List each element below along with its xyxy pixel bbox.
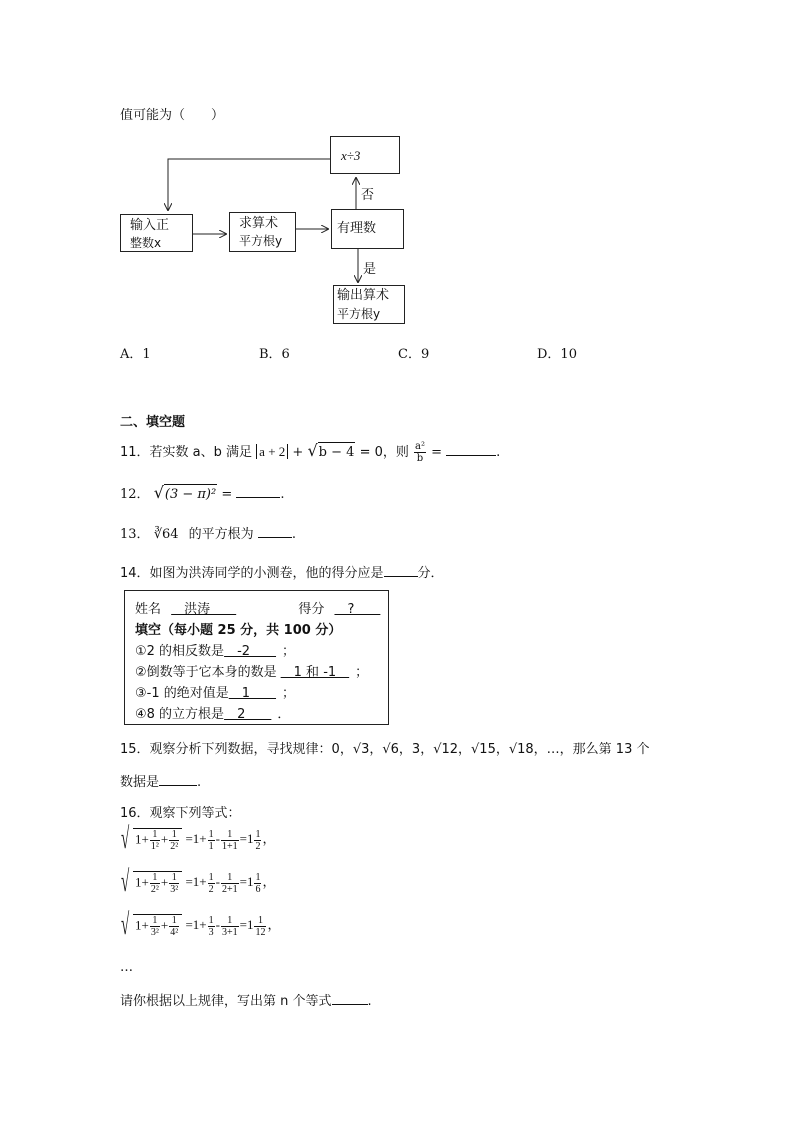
score-label: 得分 [298,602,325,617]
item3-text: ③-1 的绝对值是 [135,686,229,701]
q14-answer-blank[interactable] [384,564,418,577]
option-b: B．6 [259,347,290,362]
item4-answer: 2 [224,707,272,722]
q13-prefix: 13． [120,527,150,542]
q11-prefix: 11．若实数 a、b 满足 [120,445,253,460]
box-divide-by-3 [330,136,400,174]
q11-fraction [414,441,426,464]
score-item-1 [135,640,295,659]
box-sqrt-line2: 平方根y [239,234,283,248]
box-input-line2: 整数x [130,236,162,250]
option-a: A．1 [120,347,151,362]
score-item-3 [135,682,295,701]
q13-answer-blank[interactable] [258,525,292,538]
q14-text: 14．如图为洪涛同学的小测卷，他的得分应是 [120,566,384,581]
item2-semi: ； [355,665,369,680]
item1-text: ①2 的相反数是 [135,644,225,659]
q11-eq: = [431,445,443,460]
score-item-4 [135,703,290,722]
item2-text: ②倒数等于它本身的数是 [135,665,277,680]
box-input [120,214,193,252]
item4-period: ． [277,707,291,722]
question-10-stem: 值可能为（ ） [120,108,225,123]
q12-eq: = [221,487,233,502]
question-16-intro: 16．观察下列等式： [120,806,241,821]
q16-answer-blank[interactable] [332,992,368,1005]
equation-3: √ 1+ $\frac{1}{\text{3²}}$ + $\frac{1}{\text{4²}}$ =1+ $\frac{1}{3}$ - $\frac{1}{3+1}$ =1 $\frac{1}{12}$ ， [121,908,281,942]
item4-text: ④8 的立方根是 [135,707,225,722]
question-14 [120,562,444,581]
score-card [124,590,389,725]
item3-semi: ； [282,686,296,701]
score-card-heading: 填空（每小题 25 分，共 100 分） [135,623,342,638]
option-d: D．10 [537,347,577,362]
box-sqrt-line1: 求算术 [239,216,279,231]
question-12: 12． √(3 − π)² = . [120,483,285,505]
q11-abs: a + 2 [256,444,288,459]
box-sqrt [229,212,296,252]
equation-1: √ 1+ $\frac{1}{\text{1²}}$ + $\frac{1}{\text{2²}}$ =1+ $\frac{1}{1}$ - $\frac{1}{1+1}$ =1 $\frac{1}{2}$ ， [121,822,276,856]
question-16-prompt: 请你根据以上规律，写出第 n 个等式 . [120,994,372,1009]
box-output-line2: 平方根y [337,307,381,321]
item2-answer: 1 和 -1 [280,665,350,680]
equation-ellipsis: … [120,960,133,975]
q11-radicand: b − 4 [318,442,356,463]
name-label: 姓名 [135,602,162,617]
q13-root: ∛64 [153,527,179,542]
q11-eq0: = 0，则 [359,445,409,460]
question-15-line1: 15．观察分析下列数据，寻找规律：0，√3，√6，3，√12，√15，√18，…，那么第 13 个 [120,742,650,757]
q14-tail: 分． [417,566,444,581]
loop-arrow [168,159,330,210]
label-yes: 是 [363,262,377,277]
q11-plus: + [292,445,304,460]
item1-semi: ； [282,644,296,659]
equation-2: √ 1+ $\frac{1}{\text{2²}}$ + $\frac{1}{\text{3²}}$ =1+ $\frac{1}{2}$ - $\frac{1}{2+1}$ =1 $\frac{1}{6}$ ， [121,865,276,899]
score-card-header [135,598,380,617]
box-input-line1: 输入正 [130,218,170,233]
question-13: 13． ∛64 的平方根为 . [120,527,296,542]
question-15-line2: 数据是 . [120,775,202,790]
score-item-2 [135,661,368,680]
label-no: 否 [361,188,375,203]
q15-line2-text: 数据是 [120,775,160,790]
name-value: 洪涛 [171,602,237,617]
box-output [333,285,405,324]
option-c: C．9 [398,347,430,362]
q12-prefix: 12． [120,487,150,502]
box-output-line1: 输出算术 [337,288,390,303]
q12-radicand: (3 − π)² [164,484,217,505]
score-value: ? [334,602,381,617]
section-title: 二、填空题 [120,415,186,430]
box-rational-label: 有理数 [337,221,377,236]
question-11: 11．若实数 a、b 满足 a + 2 + √b − 4 = 0，则 $\frac{\text{a²}}{b}$ = . [120,441,501,464]
q15-answer-blank[interactable] [159,773,197,786]
box-rational [331,209,404,249]
q16-question: 请你根据以上规律，写出第 n 个等式 [120,994,332,1009]
q11-num: a² [415,441,425,452]
item1-answer: -2 [224,644,277,659]
box-divide-by-3-label: x÷3 [341,148,361,163]
q12-answer-blank[interactable] [236,485,280,498]
item3-answer: 1 [228,686,277,701]
q13-suffix: 的平方根为 [188,527,254,542]
q11-den: b [416,453,424,464]
q11-answer-blank[interactable] [446,443,496,456]
